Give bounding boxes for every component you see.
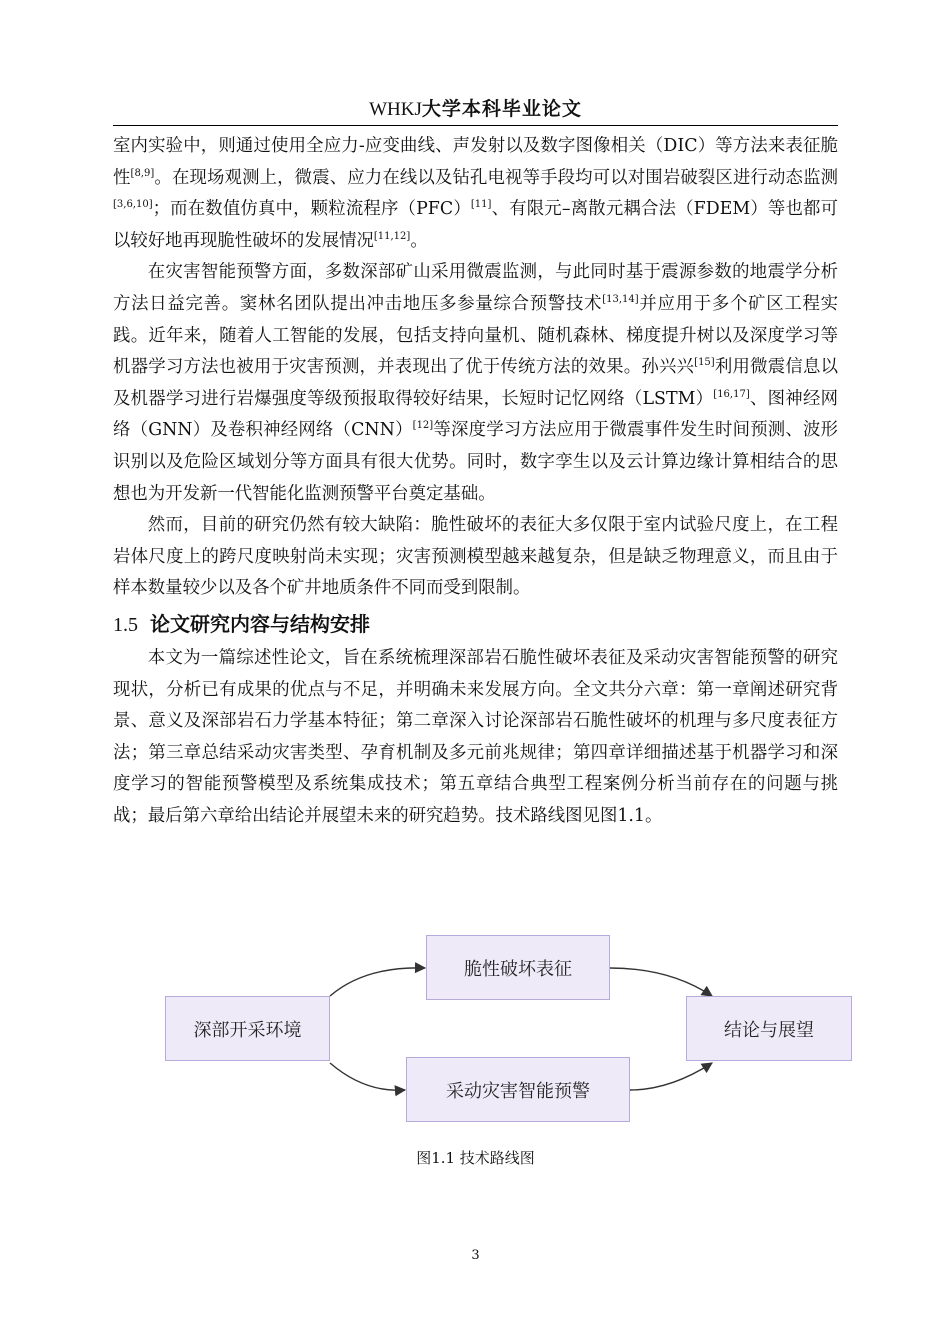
- text-run: 并应用于多个矿区工程实践。近年来，随着人工智能的发展，包括支持向量机、随机森林、梯度提升树以及深度学习等机器学习方法也被用于灾害预测，并表现出了优于传统方法的效果。孙兴兴: [113, 293, 838, 378]
- running-header: [113, 94, 838, 121]
- header-rule: [113, 125, 838, 126]
- citation: [11]: [470, 199, 492, 211]
- citation: [15]: [694, 357, 715, 369]
- text-run: 室内实验中，则通过使用全应力-应变曲线、声发射以及数字图像相关（DIC）等方法来表征脆性: [113, 136, 838, 188]
- edge-top-to-end: [610, 968, 712, 996]
- citation: [11,12]: [373, 230, 411, 242]
- section-title: 论文研究内容与结构安排: [150, 611, 370, 636]
- header-title: 大学本科毕业论文: [421, 98, 582, 120]
- text-run: ；而在数值仿真中，颗粒流程序（PFC）: [152, 199, 471, 220]
- paragraph-3: 然而，目前的研究仍然有较大缺陷：脆性破坏的表征大多仅限于室内试验尺度上，在工程岩体尺度上的跨尺度映射尚未实现；灾害预测模型越来越复杂，但是缺乏物理意义，而且由于样本数量较少以及各个矿井地质条件不同而受到限制。: [113, 515, 838, 599]
- figure-caption: 图1.1 技术路线图: [416, 1149, 535, 1167]
- edge-bottom-to-end: [630, 1063, 712, 1090]
- technical-roadmap-diagram: [160, 928, 860, 1128]
- citation: [12]: [412, 420, 434, 432]
- text-run: 等深度学习方法应用于微震事件发生时间预测、波形识别以及危险区域划分等方面具有很大优势。同时，数字孪生以及云计算边缘计算相结合的思想也为开发新一代智能化监测预警平台奠定基础。: [113, 420, 838, 504]
- paragraph-2: [113, 257, 838, 510]
- citation: [13,14]: [602, 293, 639, 305]
- citation: [3,6,10]: [113, 199, 153, 211]
- edge-start-to-bottom: [330, 1063, 405, 1090]
- edge-start-to-top: [330, 968, 425, 996]
- section-heading: [113, 607, 838, 643]
- node-conclusion-outlook: 结论与展望: [686, 996, 852, 1061]
- text-run: 、有限元–离散元耦合法（FDEM）等也都可以较好地再现脆性破坏的发展情况: [113, 199, 838, 251]
- paragraph-1: [113, 131, 838, 257]
- text-run: 在灾害智能预警方面，多数深部矿山采用微震监测，与此同时基于震源参数的地震学分析方法日益完善。窦林名团队提出冲击地压多参量综合预警技术: [113, 262, 838, 314]
- section-number: 1.5: [113, 613, 138, 636]
- node-deep-mining-environment: 深部开采环境: [165, 996, 330, 1061]
- text-run: 。在现场观测上，微震、应力在线以及钻孔电视等手段均可以对围岩破裂区进行动态监测: [154, 167, 838, 188]
- node-mining-disaster-warning: 采动灾害智能预警: [406, 1057, 630, 1122]
- citation: [16,17]: [713, 388, 750, 400]
- node-brittle-failure-characterization: 脆性破坏表征: [426, 935, 610, 1000]
- text-run: 、图神经网络（GNN）及卷积神经网络（CNN）: [113, 388, 838, 441]
- page-number: 3: [471, 1248, 480, 1263]
- body-text: [113, 131, 838, 832]
- header-prefix: WHKJ: [369, 99, 422, 120]
- paragraph-4: 本文为一篇综述性论文，旨在系统梳理深部岩石脆性破坏表征及采动灾害智能预警的研究现状，分析已有成果的优点与不足，并明确未来发展方向。全文共分六章：第一章阐述研究背景、意义及深部岩石力学基本特征；第二章深入讨论深部岩石脆性破坏的机理与多尺度表征方法；第三章总结采动灾害类型、孕育机制及多元前兆规律；第四章详细描述基于机器学习和深度学习的智能预警模型及系统集成技术；第五章结合典型工程案例分析当前存在的问题与挑战；最后第六章给出结论并展望未来的研究趋势。技术路线图见图1.1。: [113, 647, 838, 826]
- citation: [8,9]: [130, 167, 155, 179]
- text-run: 。: [410, 230, 428, 251]
- text-run: 利用微震信息以及机器学习进行岩爆强度等级预报取得较好结果，长短时记忆网络（LSTM）: [113, 357, 838, 409]
